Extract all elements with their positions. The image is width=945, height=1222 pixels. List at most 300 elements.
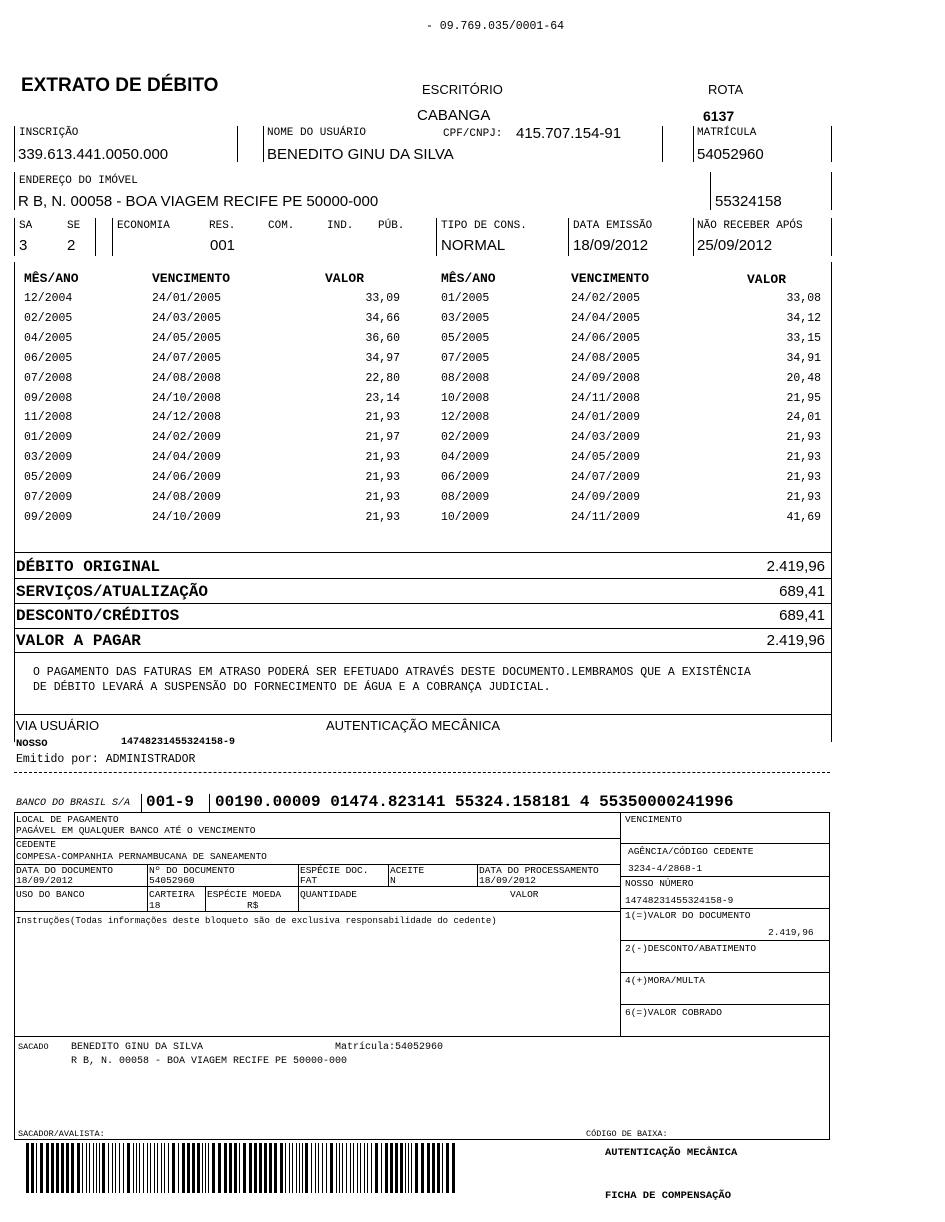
bank-code: 001-9 <box>146 793 195 811</box>
divider <box>14 126 15 162</box>
divider <box>14 628 832 629</box>
barcode-bar <box>269 1143 272 1193</box>
desconto-abat-label: 2(-)DESCONTO/ABATIMENTO <box>625 943 757 954</box>
table-cell: 24/07/2009 <box>571 471 641 485</box>
barcode-bar <box>205 1143 206 1193</box>
divider <box>620 940 830 941</box>
debito-original-label: DÉBITO ORIGINAL <box>16 558 161 576</box>
barcode-bar <box>400 1143 403 1193</box>
table-cell: 02/2009 <box>441 431 490 445</box>
barcode-bar <box>357 1143 358 1193</box>
cobrado-label: 6(=)VALOR COBRADO <box>625 1007 722 1018</box>
table-cell: 20,48 <box>786 371 821 385</box>
instrucoes: Instruções(Todas informações deste bloqueto são de exclusiva responsabilidade do cedente) <box>16 916 497 926</box>
table-cell: 10/2008 <box>441 391 490 405</box>
barcode-bar <box>405 1143 406 1193</box>
valor-pagar-value: 2.419,96 <box>766 632 825 649</box>
especie-doc-label: ESPÉCIE DOC. <box>300 865 369 876</box>
barcode-bar <box>350 1143 351 1193</box>
cedente-value: COMPESA-COMPANHIA PERNAMBUCANA DE SANEAMENTO <box>16 851 267 862</box>
barcode-bar <box>234 1143 237 1193</box>
barcode-bar <box>187 1143 190 1193</box>
barcode-bar <box>342 1143 343 1193</box>
barcode-bar <box>311 1143 312 1193</box>
barcode-bar <box>326 1143 327 1193</box>
divider <box>14 652 832 653</box>
barcode-bar <box>292 1143 293 1193</box>
barcode-bar <box>150 1143 151 1193</box>
carteira-value: 18 <box>149 900 161 911</box>
barcode-bar <box>99 1143 100 1193</box>
especie-doc-value: FAT <box>300 875 318 886</box>
divider <box>95 218 96 256</box>
table-cell: 11/2008 <box>24 411 73 425</box>
res-value: 001 <box>210 237 236 254</box>
aceite-value: N <box>390 875 396 886</box>
table-cell: 34,97 <box>365 351 400 365</box>
table-cell: 07/2005 <box>441 351 490 365</box>
servicos-value: 689,41 <box>779 583 825 600</box>
table-cell: 24/06/2009 <box>152 471 222 485</box>
divider <box>14 886 620 887</box>
table-cell: 21,95 <box>786 391 821 405</box>
barcode-bar <box>102 1143 105 1193</box>
barcode-bar <box>302 1143 303 1193</box>
barcode-bars <box>26 1143 456 1193</box>
bank-name: BANCO DO BRASIL S/A <box>16 798 131 809</box>
table-cell: 21,93 <box>786 431 821 445</box>
com-label: COM. <box>268 220 295 232</box>
divider <box>112 218 113 256</box>
barcode-bar <box>133 1143 134 1193</box>
table-cell: 24/12/2008 <box>152 411 222 425</box>
divider <box>620 876 830 877</box>
divider <box>14 838 620 839</box>
endereco-value: R B, N. 00058 - BOA VIAGEM RECIFE PE 50000-000 <box>18 193 379 210</box>
nosso-num-value: 14748231455324158-9 <box>625 895 734 906</box>
barcode-bar <box>139 1143 140 1193</box>
autenticacao-mecanica: AUTENTICAÇÃO MECÂNICA <box>605 1147 738 1159</box>
table-cell: 03/2005 <box>441 311 490 325</box>
table-cell: 41,69 <box>786 510 821 524</box>
barcode-bar <box>168 1143 169 1193</box>
table-cell: 21,93 <box>365 411 400 425</box>
cut-line <box>14 772 830 773</box>
divider <box>205 886 206 911</box>
table-cell: 33,15 <box>786 331 821 345</box>
table-cell: 06/2009 <box>441 471 490 485</box>
local-label: LOCAL DE PAGAMENTO <box>16 814 119 825</box>
barcode-bar <box>411 1143 412 1193</box>
table-cell: 24/04/2009 <box>152 451 222 465</box>
table-cell: 34,12 <box>786 311 821 325</box>
barcode-bar <box>202 1143 203 1193</box>
divider <box>298 864 299 911</box>
barcode-bar <box>367 1143 368 1193</box>
sacado-label: SACADO <box>18 1042 49 1052</box>
desconto-value: 689,41 <box>779 607 825 624</box>
se-value: 2 <box>67 237 76 254</box>
data-proc-label: DATA DO PROCESSAMENTO <box>479 865 599 876</box>
barcode-bar <box>136 1143 137 1193</box>
debito-original-value: 2.419,96 <box>766 558 825 575</box>
barcode-bar <box>218 1143 221 1193</box>
divider <box>388 864 389 886</box>
table-cell: 24/10/2009 <box>152 510 222 524</box>
barcode-bar <box>26 1143 29 1193</box>
economia-label: ECONOMIA <box>117 220 170 232</box>
barcode-bar <box>315 1143 316 1193</box>
table-cell: 12/2004 <box>24 292 73 305</box>
barcode-bar <box>31 1143 34 1193</box>
table-row <box>0 471 945 491</box>
notice-line2: DE DÉBITO LEVARÁ A SUSPENSÃO DO FORNECIMENTO DE ÁGUA E A COBRANÇA JUDICIAL. <box>33 681 551 694</box>
table-cell: 34,91 <box>786 351 821 365</box>
barcode-bar <box>112 1143 113 1193</box>
table-row <box>0 292 945 312</box>
nao-receber-label: NÃO RECEBER APÓS <box>697 220 803 232</box>
barcode-bar <box>415 1143 418 1193</box>
barcode-bar <box>61 1143 64 1193</box>
mora-label: 4(+)MORA/MULTA <box>625 975 705 986</box>
barcode-bar <box>51 1143 54 1193</box>
barcode-bar <box>285 1143 286 1193</box>
matricula-label: MATRÍCULA <box>697 127 757 139</box>
barcode-bar <box>229 1143 232 1193</box>
especie-moeda-value: R$ <box>247 900 259 911</box>
table-cell: 34,66 <box>365 311 400 325</box>
barcode-bar <box>360 1143 361 1193</box>
uso-banco-label: USO DO BANCO <box>16 889 85 900</box>
barcode-bar <box>89 1143 90 1193</box>
table-cell: 12/2008 <box>441 411 490 425</box>
divider <box>14 714 832 715</box>
divider <box>620 972 830 973</box>
data-doc-label: DATA DO DOCUMENTO <box>16 865 113 876</box>
num-doc-label: Nº DO DOCUMENTO <box>149 865 235 876</box>
local-value: PAGÁVEL EM QUALQUER BANCO ATÉ O VENCIMENTO <box>16 825 256 836</box>
quantidade-label: QUANTIDADE <box>300 889 358 900</box>
table-cell: 33,08 <box>786 292 821 305</box>
table-cell: 24/02/2005 <box>571 292 641 305</box>
nosso-value: 14748231455324158-9 <box>121 737 236 748</box>
sacado-name: BENEDITO GINU DA SILVA <box>71 1042 204 1053</box>
barcode-bar <box>353 1143 354 1193</box>
table-row <box>0 491 945 511</box>
table-cell: 21,97 <box>365 431 400 445</box>
divider <box>620 843 830 844</box>
barcode-bar <box>96 1143 97 1193</box>
table-cell: 23,14 <box>365 391 400 405</box>
barcode-bar <box>161 1143 162 1193</box>
barcode-bar <box>154 1143 155 1193</box>
barcode-bar <box>77 1143 80 1193</box>
emitido-por: Emitido por: ADMINISTRADOR <box>16 753 196 766</box>
divider <box>620 1004 830 1005</box>
document-title: EXTRATO DE DÉBITO <box>21 75 219 96</box>
nome-value: BENEDITO GINU DA SILVA <box>267 146 454 163</box>
barcode-bar <box>390 1143 393 1193</box>
table-row <box>0 431 945 451</box>
divider <box>620 908 830 909</box>
divider <box>436 218 437 256</box>
table-cell: 01/2005 <box>441 292 490 305</box>
barcode-bar <box>437 1143 440 1193</box>
servicos-label: SERVIÇOS/ATUALIZAÇÃO <box>16 583 209 601</box>
barcode-bar <box>395 1143 398 1193</box>
nao-receber-value: 25/09/2012 <box>697 237 773 254</box>
barcode <box>26 1143 456 1193</box>
cpf-value: 415.707.154-91 <box>516 125 622 142</box>
barcode-bar <box>178 1143 179 1193</box>
divider <box>141 794 142 812</box>
valor-doc-label: 1(=)VALOR DO DOCUMENTO <box>625 910 751 921</box>
barcode-bar <box>123 1143 124 1193</box>
barcode-bar <box>385 1143 388 1193</box>
barcode-bar <box>224 1143 227 1193</box>
barcode-bar <box>93 1143 94 1193</box>
emissao-value: 18/09/2012 <box>573 237 649 254</box>
divider <box>14 911 620 912</box>
barcode-bar <box>280 1143 283 1193</box>
barcode-bar <box>296 1143 297 1193</box>
barcode-bar <box>182 1143 185 1193</box>
sacado-matricula: Matrícula:54052960 <box>335 1042 444 1053</box>
barcode-bar <box>212 1143 215 1193</box>
barcode-bar <box>192 1143 195 1193</box>
emissao-label: DATA EMISSÃO <box>573 220 653 232</box>
col-header-venc2: VENCIMENTO <box>571 271 650 286</box>
divider <box>209 794 210 812</box>
barcode-bar <box>375 1143 378 1193</box>
barcode-bar <box>305 1143 308 1193</box>
valor-label: VALOR <box>510 889 539 900</box>
table-cell: 24/08/2005 <box>571 351 641 365</box>
inscricao-value: 339.613.441.0050.000 <box>18 146 169 163</box>
barcode-bar <box>259 1143 262 1193</box>
table-row <box>0 451 945 471</box>
barcode-bar <box>289 1143 290 1193</box>
table-cell: 04/2005 <box>24 331 73 345</box>
divider <box>831 218 832 256</box>
rota-label: ROTA <box>708 82 744 97</box>
barcode-bar <box>381 1143 382 1193</box>
divider <box>14 578 832 579</box>
divider <box>477 864 478 886</box>
table-cell: 24/09/2008 <box>571 371 641 385</box>
codigo-baixa-label: CÓDIGO DE BAIXA: <box>586 1129 668 1139</box>
table-cell: 22,80 <box>365 371 400 385</box>
table-cell: 05/2005 <box>441 331 490 345</box>
table-row <box>0 411 945 431</box>
barcode-bar <box>446 1143 449 1193</box>
table-cell: 24/08/2008 <box>152 371 222 385</box>
divider <box>662 126 663 162</box>
endereco-label: ENDEREÇO DO IMÓVEL <box>19 175 138 187</box>
table-cell: 24/05/2005 <box>152 331 222 345</box>
col-header-valor2: VALOR <box>747 272 787 287</box>
sa-value: 3 <box>19 237 28 254</box>
table-cell: 36,60 <box>365 331 400 345</box>
barcode-bar <box>322 1143 323 1193</box>
barcode-bar <box>36 1143 37 1193</box>
barcode-bar <box>330 1143 333 1193</box>
table-cell: 10/2009 <box>441 510 490 524</box>
table-cell: 08/2008 <box>441 371 490 385</box>
table-cell: 24/07/2005 <box>152 351 222 365</box>
barcode-bar <box>274 1143 277 1193</box>
rota-value: 6137 <box>703 108 735 124</box>
agencia-value: 3234-4/2868-1 <box>628 863 703 874</box>
escritorio-value: CABANGA <box>417 107 491 124</box>
num-doc-value: 54052960 <box>149 875 195 886</box>
table-cell: 24/03/2009 <box>571 431 641 445</box>
barcode-bar <box>115 1143 116 1193</box>
barcode-bar <box>56 1143 59 1193</box>
tipo-value: NORMAL <box>441 237 506 254</box>
table-cell: 06/2005 <box>24 351 73 365</box>
cpf-label: CPF/CNPJ: <box>443 128 503 140</box>
especie-moeda-label: ESPÉCIE MOEDA <box>207 889 282 900</box>
table-cell: 21,93 <box>786 451 821 465</box>
pub-label: PÚB. <box>378 220 405 232</box>
endereco-extra: 55324158 <box>715 193 782 210</box>
table-cell: 24,01 <box>786 411 821 425</box>
table-cell: 24/02/2009 <box>152 431 222 445</box>
cnpj-text: - 09.769.035/0001-64 <box>426 20 565 33</box>
divider <box>14 218 15 256</box>
col-header-mes1: MÊS/ANO <box>24 271 79 286</box>
barcode-bar <box>157 1143 158 1193</box>
data-proc-value: 18/09/2012 <box>479 875 537 886</box>
col-header-valor1: VALOR <box>325 271 365 286</box>
sacador-label: SACADOR/AVALISTA: <box>18 1129 105 1139</box>
cedente-label: CEDENTE <box>16 839 56 850</box>
table-cell: 05/2009 <box>24 471 73 485</box>
col-header-venc1: VENCIMENTO <box>152 271 231 286</box>
inscricao-label: INSCRIÇÃO <box>19 127 79 139</box>
vencimento-label: VENCIMENTO <box>625 814 683 825</box>
divider <box>14 603 832 604</box>
agencia-label: AGÊNCIA/CÓDIGO CEDENTE <box>628 846 754 857</box>
divider <box>263 126 264 162</box>
barcode-bar <box>119 1143 120 1193</box>
barcode-bar <box>408 1143 409 1193</box>
barcode-bar <box>371 1143 372 1193</box>
divider <box>568 218 569 256</box>
data-doc-value: 18/09/2012 <box>16 875 74 886</box>
table-cell: 24/01/2009 <box>571 411 641 425</box>
table-cell: 24/03/2005 <box>152 311 222 325</box>
barcode-bar <box>164 1143 165 1193</box>
barcode-bar <box>147 1143 148 1193</box>
barcode-bar <box>432 1143 435 1193</box>
table-cell: 03/2009 <box>24 451 73 465</box>
sa-label: SA <box>19 220 33 232</box>
table-row <box>0 392 945 412</box>
table-cell: 09/2009 <box>24 510 73 524</box>
autenticacao-label: AUTENTICAÇÃO MECÂNICA <box>326 718 501 733</box>
barcode-bar <box>264 1143 267 1193</box>
ind-label: IND. <box>327 220 354 232</box>
table-cell: 04/2009 <box>441 451 490 465</box>
divider <box>14 552 832 553</box>
divider <box>14 172 15 210</box>
barcode-bar <box>243 1143 246 1193</box>
divider <box>831 126 832 162</box>
nosso-label: NOSSO <box>16 738 48 750</box>
barcode-bar <box>127 1143 130 1193</box>
table-row <box>0 312 945 332</box>
barcode-bar <box>249 1143 252 1193</box>
barcode-bar <box>299 1143 300 1193</box>
table-cell: 24/11/2009 <box>571 510 641 524</box>
divider <box>693 126 694 162</box>
table-row <box>0 332 945 352</box>
table-cell: 21,93 <box>786 471 821 485</box>
barcode-bar <box>318 1143 319 1193</box>
nome-label: NOME DO USUÁRIO <box>267 127 367 139</box>
barcode-bar <box>239 1143 240 1193</box>
table-cell: 24/11/2008 <box>571 391 641 405</box>
col-header-mes2: MÊS/ANO <box>441 271 496 286</box>
carteira-label: CARTEIRA <box>149 889 195 900</box>
barcode-bar <box>82 1143 83 1193</box>
barcode-bar <box>336 1143 337 1193</box>
barcode-bar <box>421 1143 424 1193</box>
table-cell: 24/10/2008 <box>152 391 222 405</box>
table-row <box>0 352 945 372</box>
nosso-num-label: NOSSO NÚMERO <box>625 878 694 889</box>
valor-doc-value: 2.419,96 <box>768 927 814 938</box>
divider <box>147 864 148 911</box>
table-cell: 24/08/2009 <box>152 491 222 504</box>
divider <box>693 218 694 256</box>
table-cell: 07/2008 <box>24 371 73 385</box>
barcode-bar <box>442 1143 443 1193</box>
barcode-bar <box>46 1143 49 1193</box>
table-cell: 21,93 <box>365 510 400 524</box>
table-cell: 21,93 <box>365 471 400 485</box>
table-cell: 02/2005 <box>24 311 73 325</box>
divider <box>14 1036 830 1037</box>
digitable-line: 00190.00009 01474.823141 55324.158181 4 55350000241996 <box>215 793 734 811</box>
sacado-address: R B, N. 00058 - BOA VIAGEM RECIFE PE 50000-000 <box>71 1056 348 1067</box>
table-cell: 24/06/2005 <box>571 331 641 345</box>
table-cell: 24/05/2009 <box>571 451 641 465</box>
barcode-bar <box>452 1143 455 1193</box>
barcode-bar <box>346 1143 347 1193</box>
tipo-label: TIPO DE CONS. <box>441 220 527 232</box>
desconto-label: DESCONTO/CRÉDITOS <box>16 607 180 625</box>
via-usuario: VIA USUÁRIO <box>16 718 100 733</box>
escritorio-label: ESCRITÓRIO <box>422 82 503 97</box>
aceite-label: ACEITE <box>390 865 425 876</box>
barcode-bar <box>143 1143 144 1193</box>
table-cell: 08/2009 <box>441 491 490 504</box>
res-label: RES. <box>209 220 236 232</box>
barcode-bar <box>172 1143 175 1193</box>
divider <box>237 126 238 162</box>
table-row <box>0 372 945 392</box>
barcode-bar <box>427 1143 430 1193</box>
se-label: SE <box>67 220 81 232</box>
barcode-bar <box>197 1143 200 1193</box>
table-cell: 24/01/2005 <box>152 292 222 305</box>
divider <box>831 172 832 210</box>
table-cell: 01/2009 <box>24 431 73 445</box>
ficha-compensacao: FICHA DE COMPENSAÇÃO <box>605 1190 732 1202</box>
